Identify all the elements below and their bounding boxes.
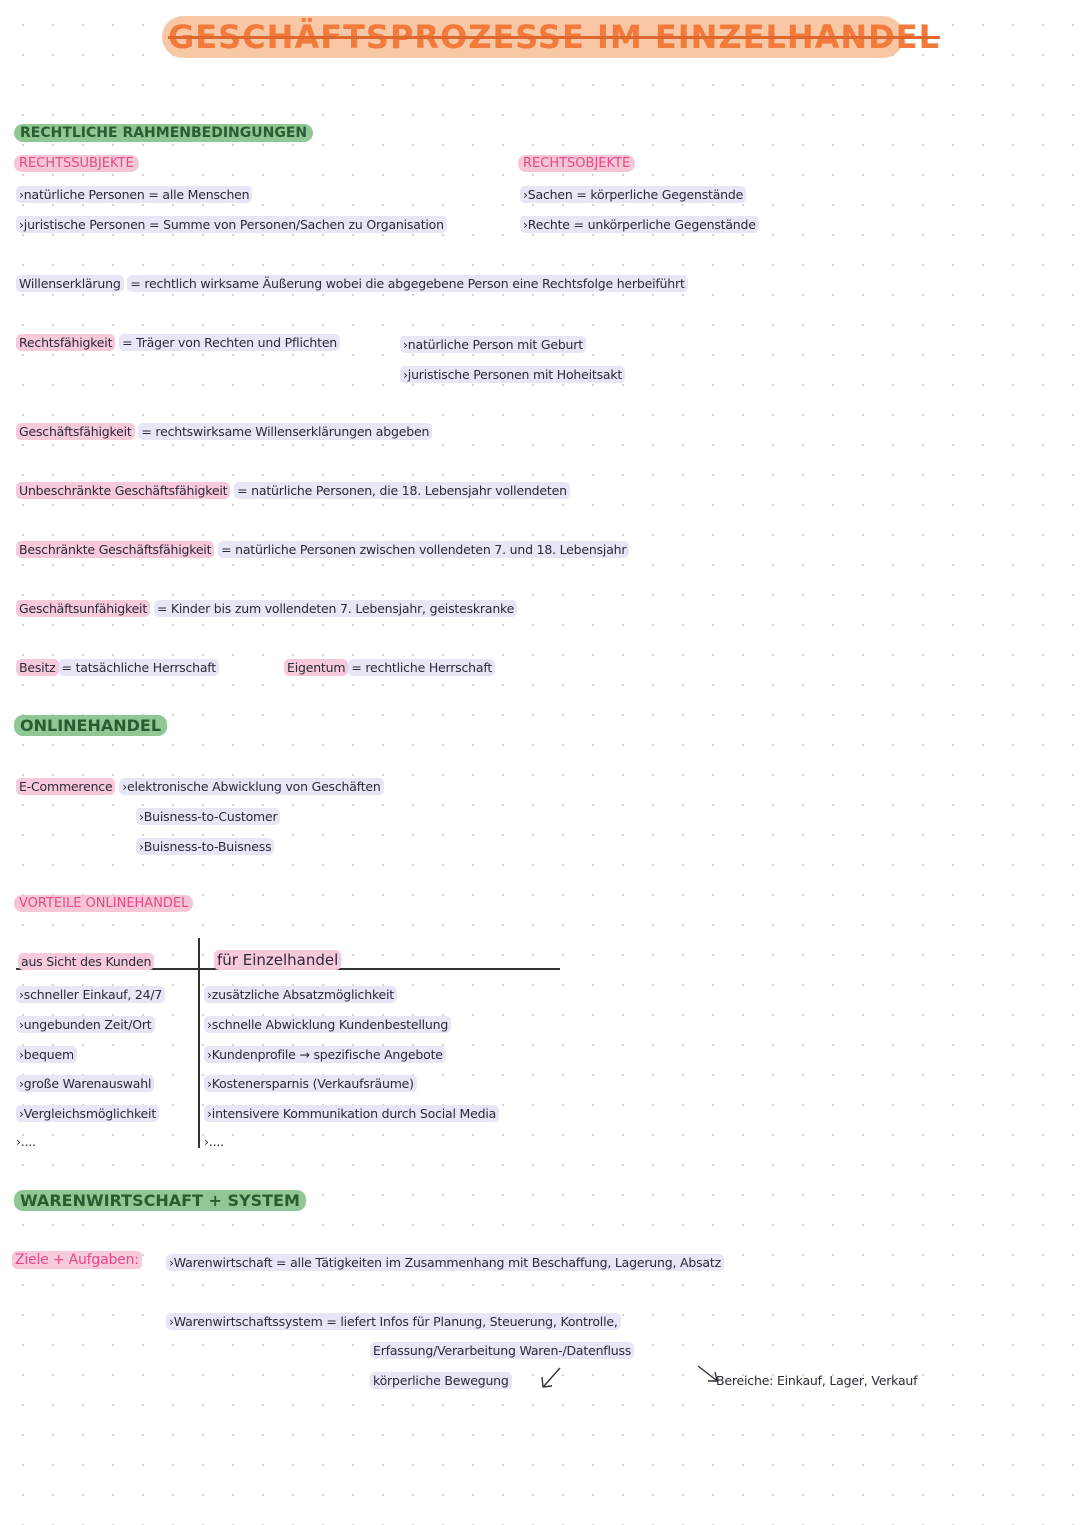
definition-ecommerce	[16, 779, 384, 794]
bereiche-text: Bereiche: Einkauf, Lager, Verkauf	[716, 1373, 918, 1388]
warenwirtschaftssystem-definition: ›Warenwirtschaftssystem = liefert Infos für Planung, Steuerung, Kontrolle,	[166, 1313, 621, 1330]
term: Eigentum	[284, 659, 348, 676]
definition-beschraenkte-geschaeftsfaehigkeit	[16, 542, 629, 557]
rechtsobjekt-item: ›Rechte = unkörperliche Gegenstände	[520, 216, 759, 233]
rechtssubjekt-item: ›juristische Personen = Summe von Personen/Sachen zu Organisation	[16, 216, 447, 233]
col1-heading-text: aus Sicht des Kunden	[18, 953, 154, 970]
table-col2-heading	[214, 951, 341, 969]
warenwirtschaftssystem-line2: Erfassung/Verarbeitung Waren-/Datenfluss	[370, 1342, 634, 1359]
definition: = Träger von Rechten und Pflichten	[119, 334, 340, 351]
definition: = tatsächliche Herrschaft	[59, 659, 219, 676]
table-col2-item: ›intensivere Kommunikation durch Social Media	[204, 1105, 499, 1122]
definition: = rechtlich wirksame Äußerung wobei die abgegebene Person eine Rechtsfolge herbeiführt	[127, 275, 687, 292]
term: Beschränkte Geschäftsfähigkeit	[16, 541, 214, 558]
definition: = rechtswirksame Willenserklärungen abgeben	[138, 423, 432, 440]
ecommerce-item: ›Buisness-to-Buisness	[136, 838, 274, 855]
definition-geschaeftsfaehigkeit	[16, 424, 432, 439]
ziele-label	[12, 1252, 142, 1268]
rechtsfaehigkeit-item: ›natürliche Person mit Geburt	[400, 336, 586, 353]
rechtssubjekt-item: ›natürliche Personen = alle Menschen	[16, 186, 252, 203]
term: Willenserklärung	[16, 275, 124, 292]
definition-willenserklaerung	[16, 276, 688, 291]
term: Besitz	[16, 659, 59, 676]
ziele-label-text: Ziele + Aufgaben:	[12, 1251, 142, 1269]
table-col2-item: ›....	[204, 1134, 224, 1149]
section-heading-rechtliche: RECHTLICHE RAHMENBEDINGUNGEN	[14, 124, 313, 142]
definition: = natürliche Personen zwischen vollendeten 7. und 18. Lebensjahr	[218, 541, 629, 558]
table-col2-item: ›zusätzliche Absatzmöglichkeit	[204, 986, 397, 1003]
rechtsobjekte-heading: RECHTSOBJEKTE	[518, 155, 635, 172]
table-col1-item: ›große Warenauswahl	[16, 1075, 154, 1092]
definition-rechtsfaehigkeit	[16, 335, 340, 350]
table-col1-item: ›schneller Einkauf, 24/7	[16, 986, 165, 1003]
table-col2-item: ›schnelle Abwicklung Kundenbestellung	[204, 1016, 451, 1033]
rechtssubjekte-heading: RECHTSSUBJEKTE	[14, 155, 139, 172]
rechtsobjekt-item: ›Sachen = körperliche Gegenstände	[520, 186, 746, 203]
definition: = natürliche Personen, die 18. Lebensjahr vollendeten	[234, 482, 570, 499]
table-col2-item: ›Kostenersparnis (Verkaufsräume)	[204, 1075, 417, 1092]
section-heading-warenwirtschaft: WARENWIRTSCHAFT + SYSTEM	[14, 1190, 306, 1211]
table-col1-heading	[18, 954, 154, 969]
term: Rechtsfähigkeit	[16, 334, 115, 351]
table-col1-item: ›....	[16, 1134, 36, 1149]
warenwirtschaftssystem-line3: körperliche Bewegung	[370, 1372, 512, 1389]
definition: = Kinder bis zum vollendeten 7. Lebensjahr, geisteskranke	[154, 600, 517, 617]
table-col1-item: ›Vergleichsmöglichkeit	[16, 1105, 159, 1122]
term: Unbeschränkte Geschäftsfähigkeit	[16, 482, 230, 499]
term: Geschäftsunfähigkeit	[16, 600, 150, 617]
definition: ›elektronische Abwicklung von Geschäften	[119, 778, 383, 795]
ecommerce-item: ›Buisness-to-Customer	[136, 808, 280, 825]
table-col1-item: ›bequem	[16, 1046, 77, 1063]
arrow-down-left-icon	[536, 1364, 566, 1394]
definition-eigentum	[284, 660, 495, 675]
rechtsfaehigkeit-item: ›juristische Personen mit Hoheitsakt	[400, 366, 625, 383]
term: E-Commerence	[16, 778, 115, 795]
section-heading-onlinehandel: ONLINEHANDEL	[14, 715, 167, 736]
definition-besitz	[16, 660, 219, 675]
table-col1-item: ›ungebunden Zeit/Ort	[16, 1016, 155, 1033]
warenwirtschaft-definition: ›Warenwirtschaft = alle Tätigkeiten im Zusammenhang mit Beschaffung, Lagerung, Absatz	[166, 1254, 724, 1271]
table-col2-item: ›Kundenprofile → spezifische Angebote	[204, 1046, 446, 1063]
definition-unbeschraenkte-geschaeftsfaehigkeit	[16, 483, 570, 498]
page-title: GESCHÄFTSPROZESSE IM EINZELHANDEL	[162, 16, 904, 58]
vorteile-heading: VORTEILE ONLINEHANDEL	[14, 895, 193, 912]
term: Geschäftsfähigkeit	[16, 423, 135, 440]
definition: = rechtliche Herrschaft	[348, 659, 495, 676]
definition-geschaeftsunfaehigkeit	[16, 601, 517, 616]
col2-heading-text: für Einzelhandel	[214, 950, 341, 970]
